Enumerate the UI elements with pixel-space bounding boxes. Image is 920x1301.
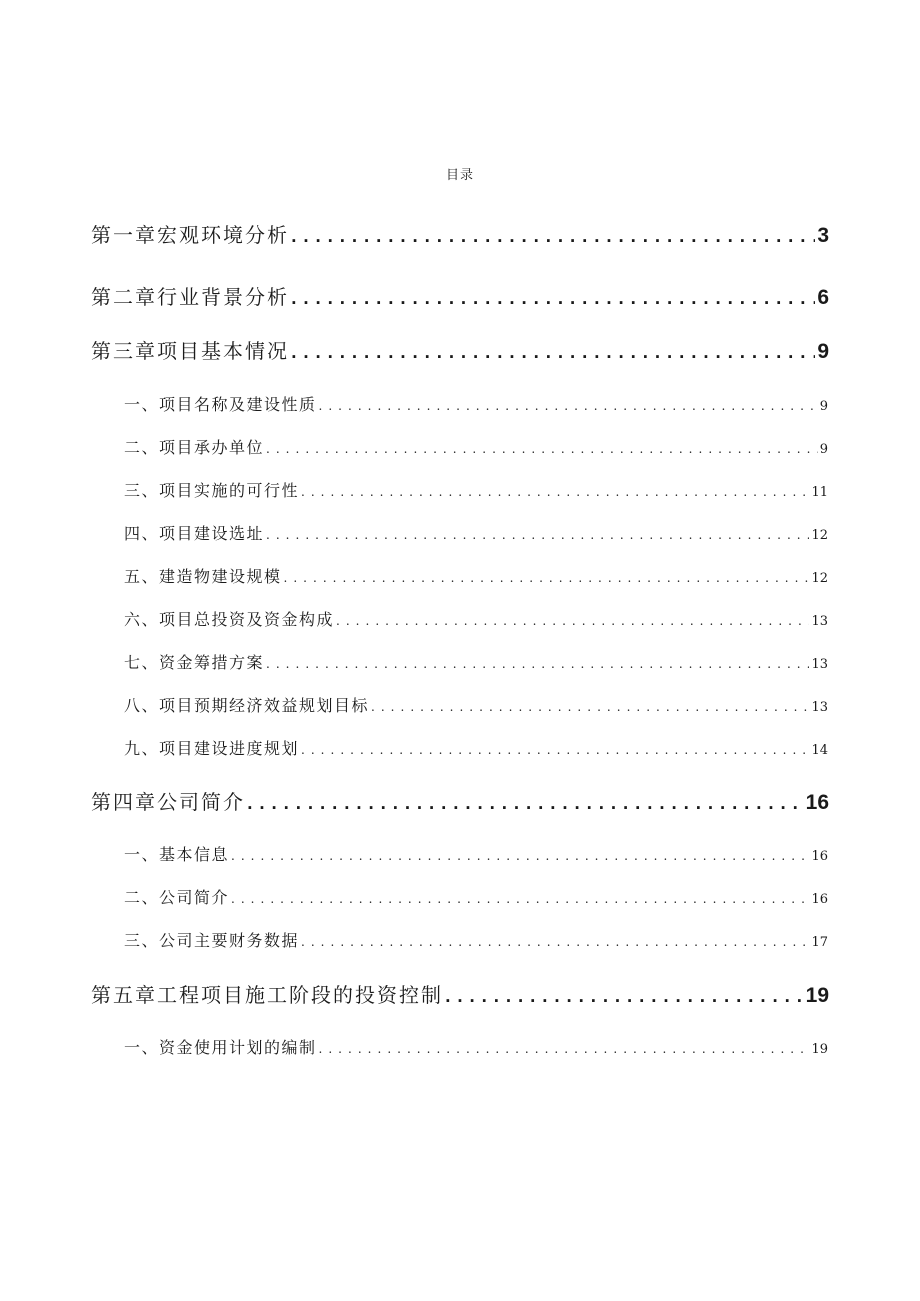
toc-title: 目录 (445, 168, 474, 183)
toc-chapter-3[interactable] (91, 338, 829, 366)
toc-page-number: 13 (811, 700, 828, 715)
toc-section-3-3[interactable] (124, 480, 828, 504)
toc-entry-label: 一、资金使用计划的编制 (124, 1038, 317, 1057)
toc-dot-leader (291, 286, 815, 312)
toc-chapter-4[interactable] (91, 789, 829, 817)
toc-page-number: 17 (811, 935, 828, 950)
toc-dot-leader (266, 438, 818, 460)
toc-dot-leader (445, 984, 804, 1010)
toc-section-3-9[interactable] (124, 738, 828, 762)
toc-entry-label: 第四章公司简介 (91, 790, 245, 814)
toc-page-number: 14 (811, 743, 828, 758)
toc-page-number: 12 (811, 571, 828, 586)
toc-page-number: 13 (811, 657, 828, 672)
toc-chapter-2[interactable] (91, 284, 829, 312)
toc-page-number: 11 (811, 485, 828, 500)
toc-section-3-5[interactable] (124, 566, 828, 590)
toc-page-number: 19 (805, 984, 829, 1007)
toc-entry-label: 第五章工程项目施工阶段的投资控制 (91, 983, 443, 1007)
toc-dot-leader (247, 791, 804, 817)
toc-dot-leader (371, 696, 809, 718)
toc-section-3-1[interactable] (124, 394, 828, 418)
toc-section-4-2[interactable] (124, 887, 828, 911)
toc-page-number: 12 (811, 528, 828, 543)
toc-entry-label: 二、公司简介 (124, 888, 230, 907)
toc-entry-label: 九、项目建设进度规划 (124, 739, 300, 758)
toc-page-number: 9 (817, 340, 829, 363)
toc-page-number: 16 (811, 892, 828, 907)
toc-page-number: 9 (819, 399, 828, 414)
toc-chapter-1[interactable] (91, 222, 829, 250)
toc-section-3-4[interactable] (124, 523, 828, 547)
toc-dot-leader (266, 653, 809, 675)
toc-page-number: 19 (811, 1042, 828, 1057)
toc-page-number: 13 (811, 614, 828, 629)
toc-entry-label: 三、公司主要财务数据 (124, 931, 300, 950)
toc-dot-leader (301, 481, 809, 503)
toc-dot-leader (231, 845, 809, 867)
toc-dot-leader (291, 340, 815, 366)
toc-dot-leader (266, 524, 809, 546)
toc-dot-leader (319, 1038, 810, 1060)
toc-section-5-1[interactable] (124, 1037, 828, 1061)
toc-entry-label: 七、资金筹措方案 (124, 653, 265, 672)
toc-entry-label: 一、项目名称及建设性质 (124, 395, 317, 414)
toc-section-3-2[interactable] (124, 437, 828, 461)
toc-section-3-7[interactable] (124, 652, 828, 676)
toc-page-number: 16 (805, 791, 829, 814)
toc-entry-label: 第二章行业背景分析 (91, 285, 289, 309)
toc-page-number: 9 (819, 442, 828, 457)
toc-entry-label: 第一章宏观环境分析 (91, 223, 289, 247)
toc-section-3-8[interactable] (124, 695, 828, 719)
toc-entry-label: 三、项目实施的可行性 (124, 481, 300, 500)
toc-section-4-3[interactable] (124, 930, 828, 954)
toc-entry-label: 第三章项目基本情况 (91, 339, 289, 363)
toc-dot-leader (319, 395, 818, 417)
toc-section-3-6[interactable] (124, 609, 828, 633)
toc-entry-label: 一、基本信息 (124, 845, 230, 864)
toc-dot-leader (336, 610, 809, 632)
toc-entry-label: 六、项目总投资及资金构成 (124, 610, 335, 629)
toc-dot-leader (291, 224, 815, 250)
toc-dot-leader (301, 739, 809, 761)
toc-chapter-5[interactable] (91, 982, 829, 1010)
toc-page-number: 6 (817, 286, 829, 309)
toc-dot-leader (301, 931, 809, 953)
toc-page-number: 16 (811, 849, 828, 864)
toc-entry-label: 二、项目承办单位 (124, 438, 265, 457)
toc-page-number: 3 (817, 224, 829, 247)
toc-entry-label: 五、建造物建设规模 (124, 567, 282, 586)
toc-entry-label: 八、项目预期经济效益规划目标 (124, 696, 370, 715)
toc-dot-leader (284, 567, 810, 589)
toc-dot-leader (231, 888, 809, 910)
toc-section-4-1[interactable] (124, 844, 828, 868)
toc-entry-label: 四、项目建设选址 (124, 524, 265, 543)
